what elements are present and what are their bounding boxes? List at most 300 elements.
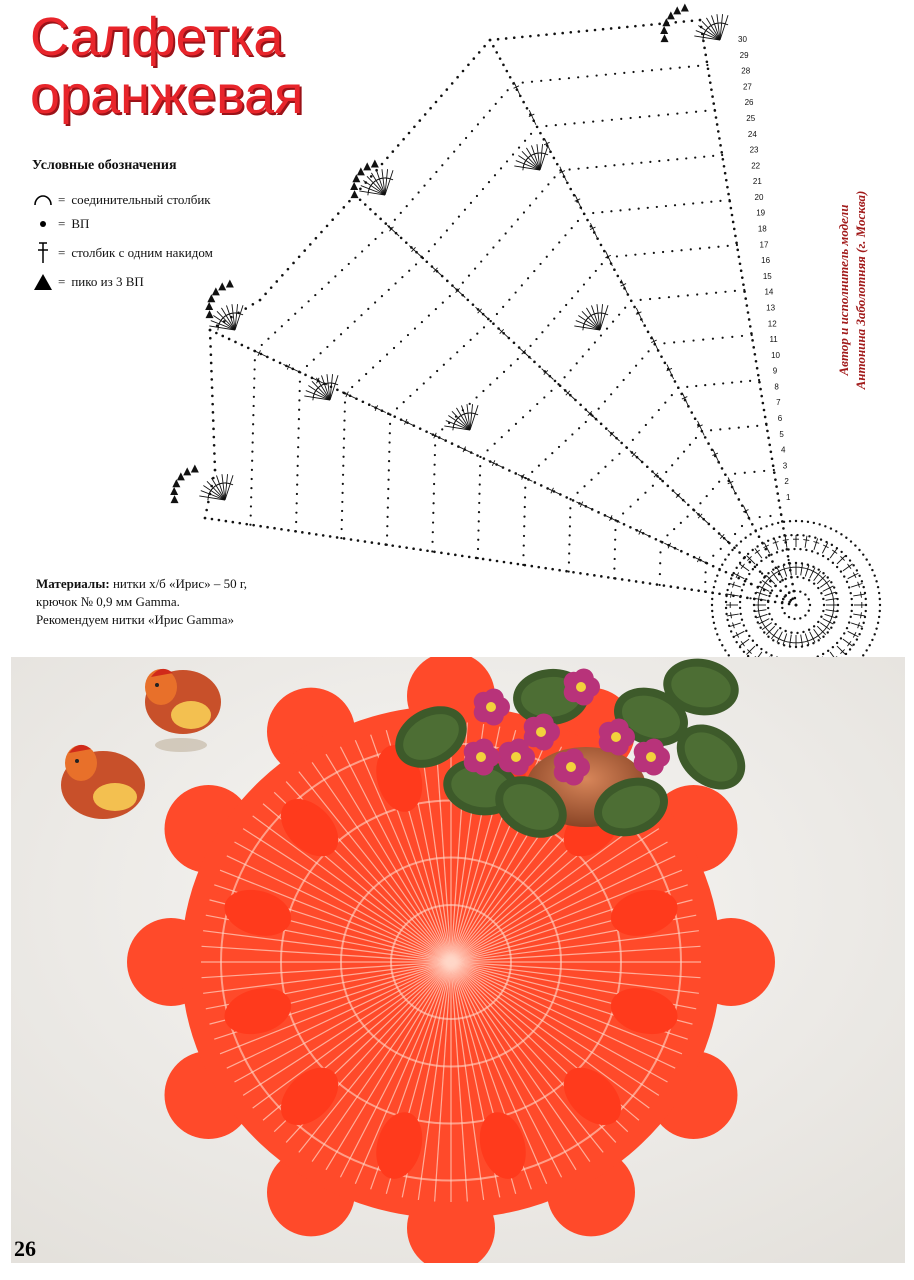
center-chain-dot <box>813 522 815 524</box>
wedge-ray-dot <box>788 591 791 594</box>
row-number: 8 <box>774 382 779 392</box>
row-chain-dot <box>423 185 425 187</box>
row-chain-dot <box>758 379 760 381</box>
wedge-ray-dot <box>734 492 737 495</box>
edge-chain-dot <box>214 469 217 472</box>
center-chain-dot <box>731 549 733 551</box>
center-chain-dot <box>783 612 785 614</box>
center-chain-dot <box>865 649 867 651</box>
wedge-ray-dot <box>758 381 761 384</box>
row-chain-dot <box>535 197 537 199</box>
center-stitch <box>799 642 805 643</box>
row-chain-dot <box>250 505 252 507</box>
center-chain-dot <box>726 589 728 591</box>
row-chain-dot <box>583 485 585 487</box>
row-chain-dot <box>586 167 588 169</box>
wedge-ray-dot <box>708 523 711 526</box>
wedge-ray-dot <box>781 520 784 523</box>
center-chain-dot <box>852 564 854 566</box>
row-chain-dot <box>590 479 592 481</box>
edge-chain-dot <box>320 231 323 234</box>
row-chain-dot <box>326 346 328 348</box>
wedge-ray-dot <box>322 534 325 537</box>
edge-chain-dot <box>205 509 208 512</box>
wedge-ray-dot <box>607 576 610 579</box>
violet-flower-center <box>476 752 486 762</box>
edge-chain-dot <box>586 29 589 32</box>
wedge-ray-dot <box>787 555 790 558</box>
edge-chain-dot <box>451 82 454 85</box>
wedge-ray-dot <box>716 123 719 126</box>
center-stitch <box>787 567 793 568</box>
row-chain-dot <box>616 255 618 257</box>
legend-label: соединительный столбик <box>71 192 211 207</box>
row-chain-dot <box>456 351 458 353</box>
wedge-ray-dot <box>600 575 603 578</box>
center-chain-dot <box>735 567 737 569</box>
row-chain-dot <box>523 516 525 518</box>
wedge-ray-dot <box>770 450 773 453</box>
row-chain-dot <box>523 211 525 213</box>
center-chain-dot <box>713 586 715 588</box>
wedge-ray-dot <box>722 158 725 161</box>
row-chain-dot <box>558 241 560 243</box>
edge-chain-dot <box>691 19 694 22</box>
wedge-ray-dot <box>703 47 706 50</box>
center-chain-dot <box>851 604 853 606</box>
edge-chain-dot <box>545 33 548 36</box>
center-chain-dot <box>765 556 767 558</box>
center-chain-dot <box>743 583 745 585</box>
row-chain-dot <box>564 234 566 236</box>
wedge-ray-dot <box>756 367 759 370</box>
center-chain-dot <box>862 553 864 555</box>
row-number: 25 <box>746 113 756 123</box>
violet-flower-center <box>576 682 586 692</box>
edge-chain-dot <box>578 30 581 33</box>
wedge-ray-dot <box>426 549 429 552</box>
wedge-ray-dot <box>663 584 666 587</box>
center-chain-dot <box>771 618 773 620</box>
wedge-ray-dot <box>759 388 762 391</box>
center-chain-dot <box>725 607 727 609</box>
center-chain-dot <box>760 527 762 529</box>
row-chain-dot <box>604 400 606 402</box>
center-chain-dot <box>808 629 810 631</box>
wedge-ray-dot <box>379 218 382 221</box>
row-chain-dot <box>613 577 615 579</box>
legend-equals: = <box>58 245 66 260</box>
center-stitch <box>759 619 770 624</box>
row-number: 21 <box>752 177 762 187</box>
wedge-ray-dot <box>785 585 788 588</box>
row-chain-dot <box>449 295 451 297</box>
center-chain-dot <box>862 586 864 588</box>
row-chain-dot <box>432 531 434 533</box>
wedge-ray-dot <box>368 403 371 406</box>
center-stitch <box>853 614 865 616</box>
center-chain-dot <box>757 621 759 623</box>
row-chain-dot <box>740 381 742 383</box>
wedge-ray-dot <box>771 457 774 460</box>
row-chain-dot <box>613 567 615 569</box>
center-stitch <box>848 573 859 578</box>
center-chain-dot <box>805 549 807 551</box>
wedge-ray-dot <box>350 538 353 541</box>
row-chain-dot <box>298 427 300 429</box>
row-chain-dot <box>550 390 552 392</box>
row-chain-dot <box>721 154 723 156</box>
row-chain-dot <box>699 247 701 249</box>
row-chain-dot <box>342 456 344 458</box>
row-chain-dot <box>523 544 525 546</box>
wedge-ray-dot <box>694 417 697 420</box>
row-chain-dot <box>531 471 533 473</box>
wedge-ray-dot <box>758 535 761 538</box>
row-chain-dot <box>341 519 343 521</box>
violet-flower-center <box>646 752 656 762</box>
wedge-ray-dot <box>742 283 745 286</box>
row-chain-dot <box>298 399 300 401</box>
row-number: 5 <box>779 429 784 439</box>
wedge-ray-dot <box>517 563 520 566</box>
row-chain-dot <box>379 360 381 362</box>
row-chain-dot <box>632 439 634 441</box>
row-chain-dot <box>647 350 649 352</box>
wedge-ray-dot <box>754 566 757 569</box>
row-chain-dot <box>719 428 721 430</box>
row-chain-dot <box>568 552 570 554</box>
row-number: 13 <box>766 303 776 313</box>
wedge-ray-dot <box>732 594 735 597</box>
row-chain-dot <box>571 297 573 299</box>
row-chain-dot <box>343 419 345 421</box>
center-chain-dot <box>840 551 842 553</box>
center-chain-dot <box>858 575 860 577</box>
wedge-ray-dot <box>773 471 776 474</box>
row-chain-dot <box>656 206 658 208</box>
wedge-ray-dot <box>336 536 339 539</box>
row-chain-dot <box>253 405 255 407</box>
row-chain-dot <box>524 496 526 498</box>
wedge-ray-dot <box>708 74 711 77</box>
edge-chain-dot <box>642 24 645 27</box>
row-chain-dot <box>744 472 746 474</box>
row-chain-dot <box>361 250 363 252</box>
edge-chain-dot <box>209 337 212 340</box>
edge-chain-dot <box>618 26 621 29</box>
row-chain-dot <box>297 465 299 467</box>
row-chain-dot <box>683 203 685 205</box>
row-chain-dot <box>251 460 253 462</box>
row-chain-dot <box>251 478 253 480</box>
center-stitch <box>803 540 809 541</box>
wedge-ray-dot <box>738 255 741 258</box>
row-chain-dot <box>428 314 430 316</box>
center-chain-dot <box>799 548 801 550</box>
row-chain-dot <box>342 483 344 485</box>
center-chain-dot <box>765 651 767 653</box>
center-chain-dot <box>849 648 851 650</box>
row-chain-dot <box>521 284 523 286</box>
row-chain-dot <box>712 155 714 157</box>
edge-chain-dot <box>331 218 334 221</box>
edge-chain-dot <box>204 517 207 520</box>
picot-triangle <box>177 472 185 480</box>
row-chain-dot <box>613 164 615 166</box>
row-chain-dot <box>476 333 478 335</box>
row-chain-dot <box>546 256 548 258</box>
edge-chain-dot <box>386 157 389 160</box>
row-chain-dot <box>341 510 343 512</box>
edge-chain-dot <box>210 353 213 356</box>
edge-chain-dot <box>397 144 400 147</box>
center-chain-dot <box>745 630 747 632</box>
row-chain-dot <box>611 459 613 461</box>
row-chain-dot <box>344 401 346 403</box>
row-chain-dot <box>386 525 388 527</box>
row-chain-dot <box>433 483 435 485</box>
edge-chain-dot <box>634 25 637 28</box>
center-chain-dot <box>728 553 730 555</box>
wedge-ray-dot <box>667 485 670 488</box>
row-chain-dot <box>753 471 755 473</box>
center-chain-dot <box>788 616 790 618</box>
edge-chain-dot <box>569 31 572 34</box>
row-chain-dot <box>341 269 343 271</box>
legend-heading: Условные обозначения <box>32 158 177 173</box>
center-chain-dot <box>840 570 842 572</box>
wedge-ray-dot <box>776 595 779 598</box>
row-chain-dot <box>538 465 540 467</box>
wedge-ray-dot <box>586 573 589 576</box>
edge-chain-dot <box>298 255 301 258</box>
wedge-ray-dot <box>364 540 367 543</box>
center-chain-dot <box>858 633 860 635</box>
row-chain-dot <box>489 384 491 386</box>
center-chain-dot <box>850 592 852 594</box>
wedge-ray-dot <box>604 514 607 517</box>
row-chain-dot <box>747 426 749 428</box>
row-chain-dot <box>490 320 492 322</box>
row-chain-dot <box>299 381 301 383</box>
row-chain-dot <box>394 282 396 284</box>
row-chain-dot <box>306 365 308 367</box>
row-chain-dot <box>555 124 557 126</box>
edge-chain-dot <box>207 501 210 504</box>
wedge-ray-dot <box>763 589 766 592</box>
row-chain-dot <box>680 249 682 251</box>
center-stitch <box>755 550 760 554</box>
row-chain-dot <box>666 534 668 536</box>
center-chain-dot <box>879 604 881 606</box>
row-chain-dot <box>479 483 481 485</box>
wedge-ray-dot <box>738 551 741 554</box>
wedge-ray-dot <box>795 604 798 607</box>
center-chain-dot <box>822 636 824 638</box>
row-chain-dot <box>625 446 627 448</box>
center-stitch <box>822 543 827 554</box>
row-chain-dot <box>408 270 410 272</box>
wedge-ray-dot <box>791 583 794 586</box>
wedge-ray-dot <box>712 565 715 568</box>
edge-chain-dot <box>674 21 677 24</box>
row-chain-dot <box>635 365 637 367</box>
wedge-ray-dot <box>774 585 777 588</box>
wedge-ray-dot <box>717 130 720 133</box>
row-number: 23 <box>749 145 759 155</box>
row-chain-dot <box>340 333 342 335</box>
edge-chain-dot <box>259 299 262 302</box>
center-chain-dot <box>759 627 761 629</box>
row-number: 4 <box>781 445 786 455</box>
wedge-ray-dot <box>725 593 728 596</box>
row-chain-dot <box>536 126 538 128</box>
legend-label: пико из 3 ВП <box>71 274 144 289</box>
wedge-ray-dot <box>733 546 736 549</box>
center-chain-dot <box>760 560 762 562</box>
row-chain-dot <box>422 257 424 259</box>
row-chain-dot <box>669 67 671 69</box>
row-chain-dot <box>618 314 620 316</box>
diagonal-stitch <box>371 406 385 413</box>
center-chain-dot <box>747 553 749 555</box>
row-chain-dot <box>431 541 433 543</box>
row-chain-dot <box>341 501 343 503</box>
wedge-ray-dot <box>725 571 728 574</box>
wedge-ray-dot <box>482 558 485 561</box>
row-chain-dot <box>676 158 678 160</box>
wedge-ray-dot <box>769 580 772 583</box>
edge-chain-dot <box>440 95 443 98</box>
wedge-ray-dot <box>241 344 244 347</box>
wedge-ray-dot <box>447 553 450 556</box>
center-chain-dot <box>741 589 743 591</box>
row-chain-dot <box>734 533 736 535</box>
wedge-ray-dot <box>311 377 314 380</box>
wedge-ray-dot <box>723 165 726 168</box>
row-chain-dot <box>750 583 752 585</box>
row-chain-dot <box>403 401 405 403</box>
wedge-ray-dot <box>754 353 757 356</box>
edge-chain-dot <box>483 45 486 48</box>
row-chain-dot <box>614 548 616 550</box>
row-chain-dot <box>722 382 724 384</box>
center-chain-dot <box>726 619 728 621</box>
diagonal-stitch <box>283 364 297 371</box>
row-chain-dot <box>267 338 269 340</box>
row-chain-dot <box>389 423 391 425</box>
wedge-ray-dot <box>764 548 767 551</box>
center-stitch <box>731 612 732 618</box>
edge-chain-dot <box>343 206 346 209</box>
row-chain-dot <box>415 263 417 265</box>
center-chain-dot <box>818 523 820 525</box>
row-chain-dot <box>489 110 491 112</box>
row-chain-dot <box>341 492 343 494</box>
row-chain-dot <box>343 438 345 440</box>
center-chain-dot <box>830 581 832 583</box>
wedge-ray-dot <box>753 598 756 601</box>
wedge-ray-dot <box>649 582 652 585</box>
wedge-ray-dot <box>733 228 736 231</box>
row-chain-dot <box>478 520 480 522</box>
wedge-ray-dot <box>538 365 541 368</box>
center-chain-dot <box>878 616 880 618</box>
row-chain-dot <box>459 144 461 146</box>
center-chain-dot <box>759 581 761 583</box>
row-chain-dot <box>517 218 519 220</box>
center-chain-dot <box>743 651 745 653</box>
center-chain-dot <box>751 549 753 551</box>
row-chain-dot <box>564 123 566 125</box>
wedge-ray-dot <box>391 544 394 547</box>
row-chain-dot <box>728 199 730 201</box>
row-chain-dot <box>298 418 300 420</box>
row-chain-dot <box>552 249 554 251</box>
row-chain-dot <box>720 548 722 550</box>
row-chain-dot <box>498 239 500 241</box>
diagonal-stitch <box>590 223 597 238</box>
row-chain-dot <box>604 466 606 468</box>
row-chain-dot <box>652 485 654 487</box>
center-chain-dot <box>809 604 811 606</box>
wedge-ray-dot <box>779 506 782 509</box>
row-chain-dot <box>577 168 579 170</box>
center-chain-dot <box>832 646 834 648</box>
row-chain-dot <box>386 544 388 546</box>
row-chain-dot <box>295 512 297 514</box>
row-chain-dot <box>468 274 470 276</box>
row-number: 1 <box>786 493 791 502</box>
wedge-ray-dot <box>513 341 516 344</box>
center-chain-dot <box>739 601 741 603</box>
wedge-ray-dot <box>655 538 658 541</box>
center-chain-dot <box>822 598 824 600</box>
diagonal-stitch <box>635 529 649 536</box>
wedge-ray-dot <box>775 566 778 569</box>
row-chain-dot <box>692 202 694 204</box>
row-chain-dot <box>712 338 714 340</box>
row-chain-dot <box>254 359 256 361</box>
row-chain-dot <box>612 321 614 323</box>
picot-triangle <box>350 182 358 190</box>
row-chain-dot <box>414 327 416 329</box>
legend-label: столбик с одним накидом <box>71 245 213 260</box>
row-chain-dot <box>604 165 606 167</box>
row-chain-dot <box>568 77 570 79</box>
row-chain-dot <box>486 449 488 451</box>
wedge-ray-dot <box>393 415 396 418</box>
center-chain-dot <box>858 549 860 551</box>
diagonal-stitch <box>636 308 643 323</box>
row-number: 20 <box>754 192 764 202</box>
center-chain-dot <box>724 649 726 651</box>
edge-chain-dot <box>658 23 661 26</box>
wedge-ray-dot <box>774 478 777 481</box>
center-chain-dot <box>846 627 848 629</box>
wedge-ray-dot <box>776 492 779 495</box>
edge-chain-dot <box>281 274 284 277</box>
wedge-ray-dot <box>371 541 374 544</box>
wedge-ray-dot <box>425 260 428 263</box>
center-chain-dot <box>850 598 852 600</box>
center-chain-dot <box>716 574 718 576</box>
row-chain-dot <box>545 458 547 460</box>
diagonal-stitch <box>652 336 659 351</box>
center-stitch <box>823 619 834 624</box>
row-chain-dot <box>396 407 398 409</box>
